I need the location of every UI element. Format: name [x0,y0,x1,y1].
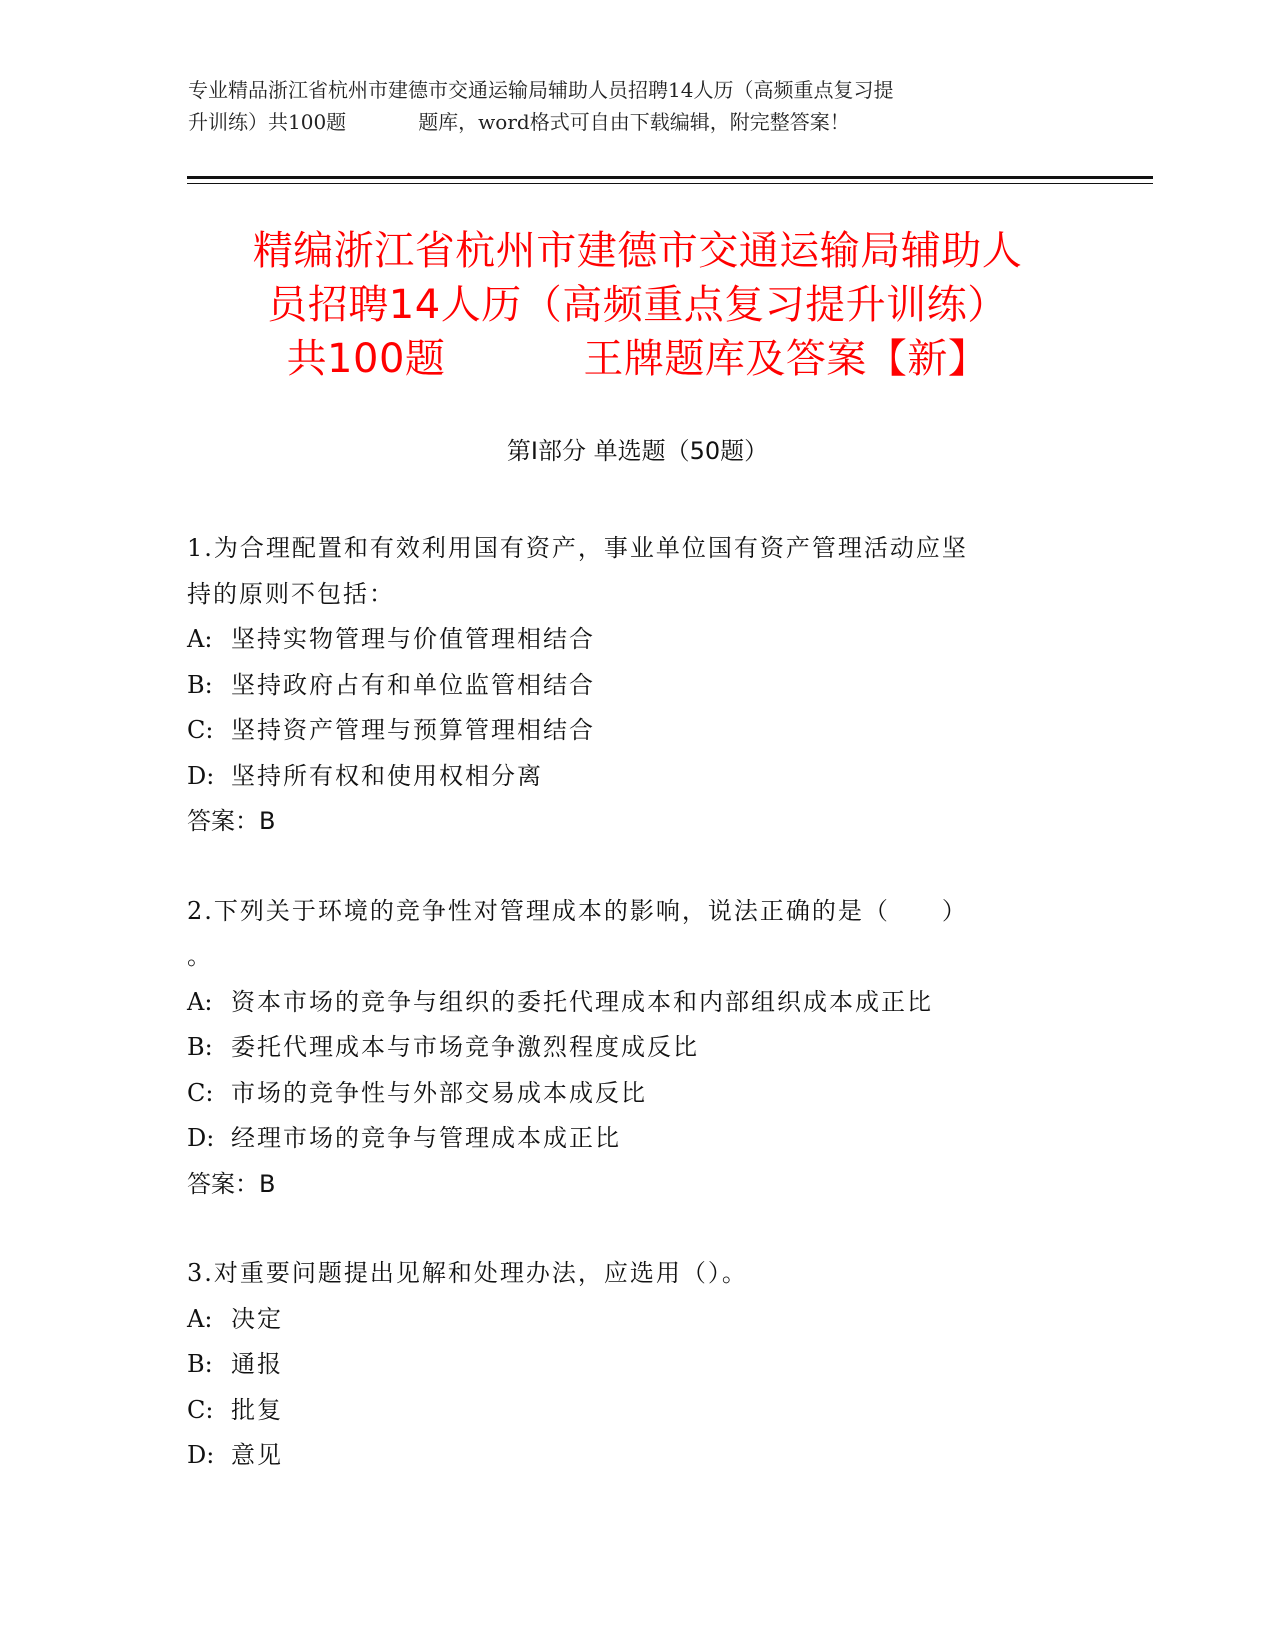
option-letter: A: [187,625,213,653]
option-text: 经理市场的竞争与管理成本成正比 [231,1124,621,1152]
question-1 [187,526,1067,845]
option-c [187,1388,1067,1434]
option-letter: C: [187,1078,214,1107]
question-stem-continued: 持的原则不包括： [187,579,395,608]
answer: 答案：B [187,1169,276,1198]
option-text: 坚持所有权和使用权相分离 [231,761,543,790]
option-b [187,663,1067,709]
option-letter: D: [187,761,215,790]
title-line-3-part-b: 王牌题库及答案【新】 [583,336,989,382]
option-text: 委托代理成本与市场竞争激烈程度成反比 [231,1033,699,1061]
question-stem: 2.下列关于环境的竞争性对管理成本的影响，说法正确的是（ ） [187,896,968,925]
header-line-2 [188,106,1088,138]
title-line-2: 员招聘14人历（高频重点复习提升训练） [267,282,1008,328]
option-text: 坚持政府占有和单位监管相结合 [231,670,595,699]
question-stem: 1.为合理配置和有效利用国有资产，事业单位国有资产管理活动应坚 [187,534,968,562]
option-text: 资本市场的竞争与组织的委托代理成本和内部组织成本成正比 [231,987,933,1016]
option-letter: A: [187,987,213,1016]
document-header [188,74,1088,138]
question-2 [187,889,1067,1208]
option-d [187,1433,1067,1479]
question-3 [187,1251,1067,1479]
option-text: 决定 [231,1304,283,1333]
question-stem-continued: 。 [187,942,213,970]
option-b [187,1342,1067,1388]
header-line-2-part-b: 题库，word格式可自由下载编辑，附完整答案！ [418,110,850,134]
title-line-3 [150,332,1125,386]
header-line-1: 专业精品浙江省杭州市建德市交通运输局辅助人员招聘14人历（高频重点复习提 [188,78,894,102]
option-letter: B: [187,1033,213,1061]
title-line-3-part-a: 共100题 [286,336,446,382]
section-title: 第Ⅰ部分 单选题（50题） [506,437,769,465]
option-letter: A: [187,1304,213,1333]
option-c [187,708,1067,754]
option-text: 意见 [231,1441,283,1469]
option-text: 坚持实物管理与价值管理相结合 [231,625,595,653]
option-letter: C: [187,716,214,744]
header-divider-thick [187,176,1153,179]
answer: 答案：B [187,807,276,835]
option-letter: B: [187,1350,213,1378]
option-d [187,754,1067,800]
option-text: 通报 [231,1350,283,1378]
option-text: 市场的竞争性与外部交易成本成反比 [231,1078,647,1107]
option-a [187,980,1067,1026]
option-letter: D: [187,1124,215,1152]
option-letter: B: [187,670,213,699]
option-c [187,1071,1067,1117]
option-d [187,1116,1067,1162]
option-a [187,1297,1067,1343]
option-b [187,1025,1067,1071]
option-text: 坚持资产管理与预算管理相结合 [231,716,595,744]
question-list [187,526,1067,1523]
title-line-1: 精编浙江省杭州市建德市交通运输局辅助人 [252,228,1023,274]
option-a [187,617,1067,663]
header-divider-thin [187,183,1153,184]
header-line-2-part-a: 升训练）共100题 [188,110,347,134]
question-stem: 3.对重要问题提出见解和处理办法，应选用（）。 [187,1259,748,1287]
document-title [150,224,1125,386]
option-letter: D: [187,1441,215,1469]
option-text: 批复 [231,1395,283,1424]
option-letter: C: [187,1395,214,1424]
